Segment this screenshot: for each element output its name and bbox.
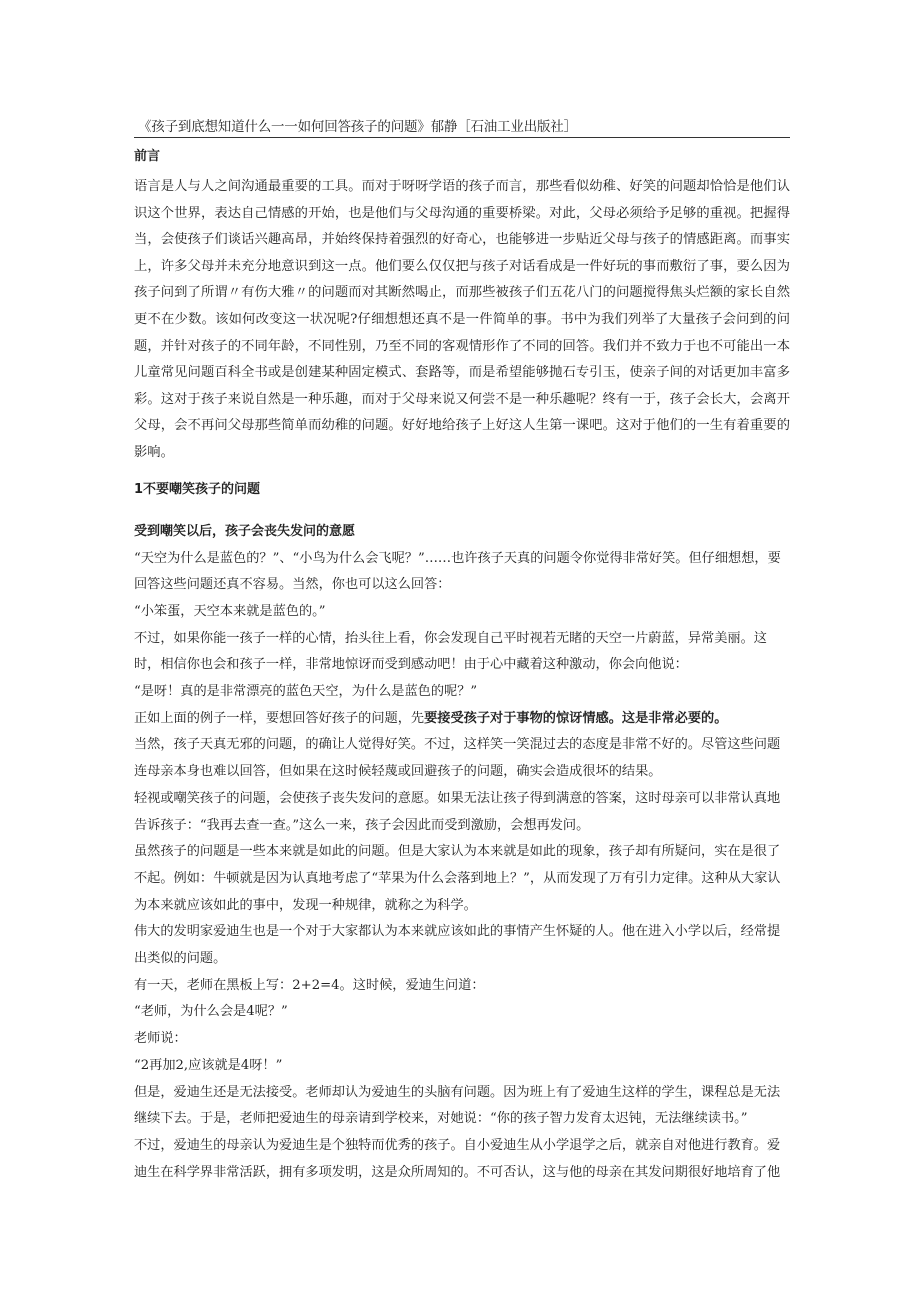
body-paragraph: “小笨蛋，天空本来就是蓝色的。” (134, 603, 326, 619)
body-paragraph: “2再加2,应该就是4呀！” (134, 1057, 283, 1073)
chapter-1-heading: 1不要嘲笑孩子的问题 (134, 481, 261, 497)
body-paragraph: 有一天，老师在黑板上写：2+2=4。这时候，爱迪生问道： (134, 977, 485, 993)
section-heading: 受到嘲笑以后，孩子会丧失发问的意愿 (134, 523, 356, 539)
emphasis-bold-text: 要接受孩子对于事物的惊讶情感。这是非常必要的。 (424, 710, 728, 726)
preface-heading: 前言 (134, 149, 161, 164)
body-paragraph: 轻视或嘲笑孩子的问题，会使孩子丧失发问的意愿。如果无法让孩子得到满意的答案，这时母亲可以非常认真地告诉孩子：“我再去查一查。”这么一来，孩子会因此而受到激励，会想再发问。 (134, 790, 781, 833)
document-page (134, 118, 790, 1186)
body-paragraph: 不过，如果你能一孩子一样的心情，抬头往上看，你会发现自己平时视若无睹的天空一片蔚蓝，异常美丽。这时，相信你也会和孩子一样，非常地惊讶而受到感动吧！由于心中藏着这种激动，你会向他说： (134, 630, 767, 673)
body-paragraph: “是呀！真的是非常漂亮的蓝色天空，为什么是蓝色的呢？” (134, 684, 478, 700)
body-paragraph: 老师说： (134, 1031, 187, 1047)
body-paragraph: “天空为什么是蓝色的？”、“小鸟为什么会飞呢？”……也许孩子天真的问题令你觉得非常好笑。但仔细想想，要回答这些问题还真不容易。当然，你也可以这么回答： (134, 550, 781, 593)
body-paragraph: 伟大的发明家爱迪生也是一个对于大家都认为本来就应该如此的事情产生怀疑的人。他在进入小学以后，经常提出类似的问题。 (134, 924, 781, 967)
book-title: 《孩子到底想知道什么一一如何回答孩子的问题》郁静［石油工业出版社］ (134, 118, 790, 138)
body-paragraph: 不过，爱迪生的母亲认为爱迪生是个独特而优秀的孩子。自小爱迪生从小学退学之后，就亲自对他进行教育。爱迪生在科学界非常活跃，拥有多项发明，这是众所周知的。不可否认，这与他的母亲在其发问期很好地培育了他 (134, 1138, 781, 1180)
body-paragraph: 当然，孩子天真无邪的问题，的确让人觉得好笑。不过，这样笑一笑混过去的态度是非常不好的。尽管这些问题连母亲本身也难以回答，但如果在这时候轻蔑或回避孩子的问题，确实会造成很坏的结果。 (134, 737, 781, 780)
body-paragraph: “老师，为什么会是4呢？” (134, 1004, 288, 1020)
emphasis-lead-text: 正如上面的例子一样，要想回答好孩子的问题，先 (134, 710, 425, 726)
preface-paragraph: 语言是人与人之间沟通最重要的工具。而对于呀呀学语的孩子而言，那些看似幼稚、好笑的问题却恰恰是他们认识这个世界，表达自己情感的开始，也是他们与父母沟通的重要桥梁。对此，父母必须给予足够的重视。把握得当，会使孩子们谈话兴趣高昂，并始终保持着强烈的好奇心，也能够进一步贴近父母与孩子的情感距离。而事实上，许多父母并未充分地意识到这一点。他们要么仅仅把与孩子对话看成是一件好玩的事而敷衍了事，要么因为孩子问到了所谓〃有伤大雅〃的问题而对其断然喝止，而那些被孩子们五花八门的问题搅得焦头烂额的家长自然更不在少数。该如何改变这一状况呢?仔细想想还真不是一件简单的事。书中为我们列举了大量孩子会问到的问题，并针对孩子的不同年龄，不同性别，乃至不同的客观情形作了不同的回答。我们并不致力于也不可能出一本儿童常见问题百科全书或是创建某种固定模式、套路等，而是希望能够抛石专引玉，使亲子间的对话更加丰富多彩。这对于孩子来说自然是一种乐趣，而对于父母来说又何尝不是一种乐趣呢？终有一于，孩子会长大，会离开父母，会不再问父母那些简单而幼稚的问题。好好地给孩子上好这人生第一课吧。这对于他们的一生有着重要的影响。 (134, 179, 790, 460)
emphasis-paragraph (134, 706, 790, 733)
body-paragraph: 但是，爱迪生还是无法接受。老师却认为爱迪生的头脑有问题。因为班上有了爱迪生这样的学生，课程总是无法继续下去。于是，老师把爱迪生的母亲请到学校来，对她说：“你的孩子智力发育太迟钝，无法继续读书。” (134, 1084, 781, 1127)
body-paragraph: 虽然孩子的问题是一些本来就是如此的问题。但是大家认为本来就是如此的现象，孩子却有所疑问，实在是很了不起。例如：牛顿就是因为认真地考虑了“苹果为什么会落到地上？”，从而发现了万有引力定律。这种从大家认为本来就应该如此的事中，发现一种规律，就称之为科学。 (134, 844, 781, 913)
